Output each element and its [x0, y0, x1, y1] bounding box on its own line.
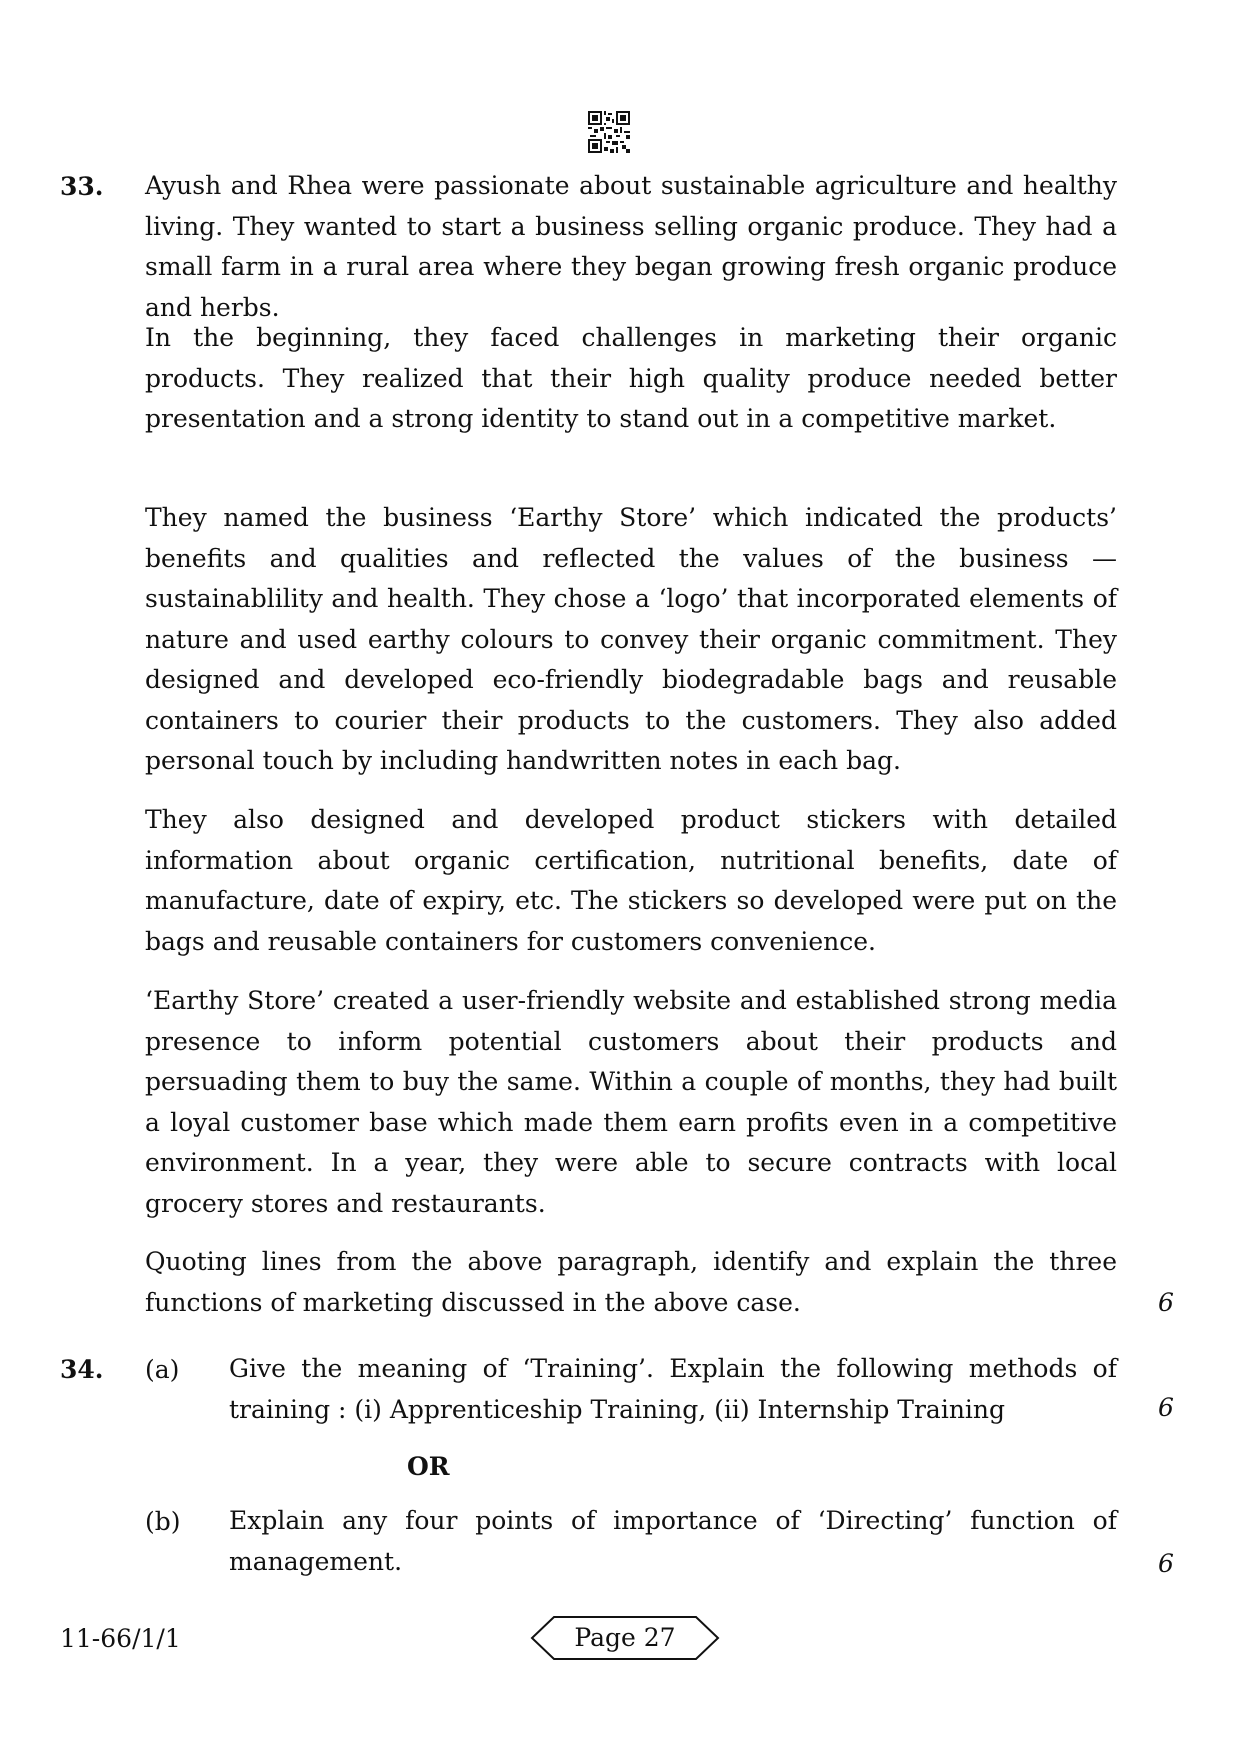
page-number-label: Page 27	[574, 1623, 676, 1652]
question-33-number: 33.	[60, 172, 104, 201]
q33-question-text: Quoting lines from the above paragraph, identify and explain the three functions of marketing discussed in the above case.	[145, 1247, 1117, 1317]
question-34-number: 34.	[60, 1355, 104, 1384]
q33-paragraph-5: ‘Earthy Store’ created a user-friendly website and established strong media presence to inform potential customers about their products and persuading them to buy the same. Within a couple of months, they had built a loyal customer base which made them earn profits even in a competitive environment. In a year, they were able to secure contracts with local grocery stores and restaurants.	[145, 986, 1117, 1218]
page-number-badge	[530, 1615, 720, 1661]
q33-paragraph-2: In the beginning, they faced challenges in marketing their organic products. They realized that their high quality produce needed better presentation and a strong identity to stand out in a competitive market.	[145, 323, 1117, 433]
q33-paragraph-3: They named the business ‘Earthy Store’ which indicated the products’ benefits and qualities and reflected the values of the business — sustainablility and health. They chose a ‘logo’ that incorporated elements of nature and used earthy colours to convey their organic commitment. They designed and developed eco-friendly biodegradable bags and reusable containers to courier their products to the customers. They also added personal touch by including handwritten notes in each bag.	[145, 503, 1117, 775]
or-separator: OR	[407, 1452, 450, 1481]
q33-marks: 6	[1158, 1288, 1174, 1317]
qr-code-icon	[588, 111, 630, 153]
paper-code: 11-66/1/1	[60, 1624, 181, 1653]
q34-part-a-label: (a)	[145, 1355, 180, 1384]
q34-part-a-marks: 6	[1158, 1393, 1174, 1422]
q34-part-b-text: Explain any four points of importance of ‘Directing’ function of management.	[229, 1506, 1117, 1576]
q34-part-b-marks: 6	[1158, 1549, 1174, 1578]
q33-paragraph-4: They also designed and developed product stickers with detailed information about organic certification, nutritional benefits, date of manufacture, date of expiry, etc. The stickers so developed were put on the bags and reusable containers for customers convenience.	[145, 805, 1117, 956]
q33-paragraph-1: Ayush and Rhea were passionate about sustainable agriculture and healthy living. They wanted to start a business selling organic produce. They had a small farm in a rural area where they began growing fresh organic produce and herbs.	[145, 171, 1117, 322]
q34-part-a-text: Give the meaning of ‘Training’. Explain the following methods of training : (i) Apprenticeship Training, (ii) Internship Training	[229, 1354, 1117, 1424]
q34-part-b-label: (b)	[145, 1507, 181, 1536]
